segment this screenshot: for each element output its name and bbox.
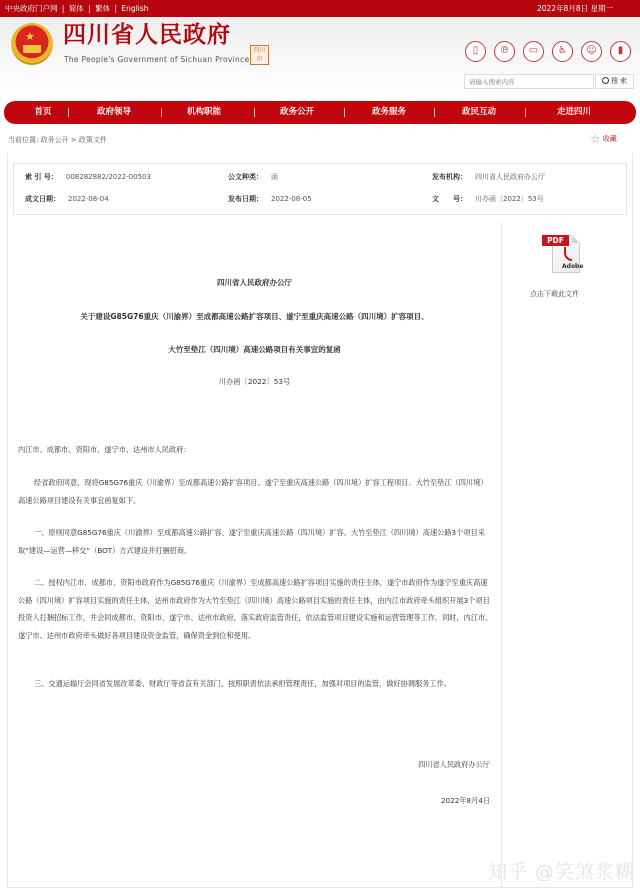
meta-publisher-value: 四川省人民政府办公厅 bbox=[475, 173, 545, 181]
document-addressee: 内江市、成都市、资阳市、遂宁市、达州市人民政府： bbox=[18, 445, 191, 454]
meta-type-value: 函 bbox=[271, 173, 278, 181]
nav-institutions[interactable]: 机构职能 bbox=[186, 107, 221, 117]
meta-written-date bbox=[25, 194, 109, 204]
document-item-3: 三、交通运输厅会同省发展改革委、财政厅等省直有关部门，按照职责依法承担管理责任，加强对项目的监管，做好协调服务工作。 bbox=[34, 679, 451, 688]
pdf-tag: PDF bbox=[542, 235, 569, 246]
header-icons bbox=[465, 41, 635, 63]
nav-gov-services[interactable]: 政务服务 bbox=[371, 107, 406, 117]
adobe-label: Adobe bbox=[562, 263, 584, 270]
meta-publisher-label: 发布机构： bbox=[432, 173, 467, 181]
nav-interaction[interactable]: 政民互动 bbox=[461, 107, 496, 117]
document-date: 2022年8月4日 bbox=[440, 796, 490, 805]
nav-divider bbox=[525, 108, 526, 117]
pdf-download-icon[interactable] bbox=[542, 233, 582, 275]
nav-about-sichuan[interactable]: 走进四川 bbox=[556, 107, 591, 117]
star-outline-icon: ☆ bbox=[590, 132, 601, 146]
link-english[interactable]: English bbox=[121, 4, 149, 13]
download-link[interactable]: 点击下载此文件 bbox=[530, 290, 579, 298]
document-title-line2: 大竹至垫江（四川境）高速公路项目有关事宜的复函 bbox=[168, 345, 341, 354]
site-subtitle: The People's Government of Sichuan Province bbox=[64, 55, 250, 64]
seal-logo: 四川 印 bbox=[250, 45, 269, 65]
document-title-line1: 关于建设G85G76重庆（川渝界）至成都高速公路扩容项目、遂宁至重庆高速公路（四川境）扩容项目、 bbox=[80, 312, 429, 321]
page-fold bbox=[572, 235, 580, 243]
favorite-button[interactable] bbox=[590, 132, 617, 146]
meta-publisher bbox=[432, 172, 545, 182]
search-box bbox=[464, 74, 634, 89]
gate-icon bbox=[23, 45, 41, 53]
favorite-label: 收藏 bbox=[602, 135, 617, 143]
site-title: 四川省人民政府 bbox=[63, 22, 231, 48]
link-traditional[interactable]: 繁体 bbox=[95, 4, 111, 13]
document-item-2: 二、授权内江市、成都市、资阳市政府作为G85G76重庆（川渝界）至成都高速公路扩容项目实施的责任主体，遂宁市政府作为遂宁至重庆高速公路（四川境）扩容项目实施的责任主体，达州市政府作为大竹至垫江（四川境）高速公路项目实施的责任主体，由内江市政府牵头组织开展3个项目投资人打捆招标工作，并会同成都市、资阳市、遂宁市、达州市政府，落实政府监管责任，依法监管项目建设实施和运营管理等工作。同时，内江市、遂宁市、达州市政府牵头做好各项目建设资金监管，确保资金到位和使用。 bbox=[18, 578, 493, 640]
separator: | bbox=[114, 4, 118, 13]
national-emblem-logo[interactable] bbox=[11, 23, 53, 65]
meta-published-value: 2022-08-05 bbox=[271, 195, 312, 203]
nav-divider bbox=[161, 108, 162, 117]
separator: | bbox=[61, 4, 65, 13]
top-bar bbox=[0, 0, 640, 17]
zhihu-watermark: 知乎 @笑煞浆糊 bbox=[488, 861, 636, 883]
breadcrumb: 当前位置: 政务公开 > 政策文件 bbox=[8, 136, 107, 144]
nav-divider bbox=[344, 108, 345, 117]
accessibility-icon[interactable]: ♿ bbox=[552, 41, 573, 62]
separator: | bbox=[88, 4, 91, 13]
document-issuer: 四川省人民政府办公厅 bbox=[217, 278, 292, 287]
search-button[interactable] bbox=[595, 74, 634, 89]
main-nav bbox=[4, 101, 636, 124]
meta-index bbox=[25, 172, 151, 182]
document-signature: 四川省人民政府办公厅 bbox=[418, 760, 490, 769]
document-metadata bbox=[13, 163, 627, 215]
meta-doc-number bbox=[432, 194, 544, 204]
nav-divider bbox=[68, 108, 69, 117]
nav-home[interactable]: 首页 bbox=[34, 107, 52, 117]
nav-gov-affairs-open[interactable]: 政务公开 bbox=[279, 107, 314, 117]
meta-docnum-label: 文 号： bbox=[432, 195, 467, 203]
search-icon bbox=[602, 77, 609, 84]
meta-written-value: 2022-08-04 bbox=[68, 195, 109, 203]
mobile-icon[interactable]: ▯ bbox=[465, 41, 486, 62]
meta-published-date bbox=[228, 194, 312, 204]
meta-docnum-value: 川办函〔2022〕53号 bbox=[475, 195, 544, 203]
meta-written-label: 成文日期： bbox=[25, 195, 60, 203]
search-button-label: 搜 索 bbox=[610, 77, 628, 85]
top-links bbox=[5, 0, 151, 17]
elderly-care-icon[interactable]: ☺ bbox=[581, 41, 602, 62]
meta-index-value: 008282882/2022-00503 bbox=[65, 173, 151, 181]
link-simplified[interactable]: 简体 bbox=[68, 4, 84, 13]
nav-divider bbox=[254, 108, 255, 117]
nav-divider bbox=[434, 108, 435, 117]
meta-type bbox=[228, 172, 278, 182]
meta-index-label: 索 引 号： bbox=[25, 173, 58, 181]
exit-door-icon[interactable]: ▮ bbox=[610, 41, 631, 62]
nav-leaders[interactable]: 政府领导 bbox=[96, 107, 131, 117]
meta-type-label: 公文种类： bbox=[228, 173, 263, 181]
star-icon: ★ bbox=[25, 30, 35, 43]
message-icon[interactable]: ▭ bbox=[523, 41, 544, 62]
weibo-icon[interactable]: ℗ bbox=[494, 41, 515, 62]
link-central-gov[interactable]: 中央政府门户网 bbox=[5, 4, 58, 13]
search-input[interactable] bbox=[464, 74, 594, 89]
document-item-1: 一、原则同意G85G76重庆（川渝界）至成都高速公路扩容、遂宁至重庆高速公路（四川境）扩容、大竹至垫江（四川境）高速公路3个项目采取“建设—运营—移交”（BOT）方式建设并打捆招商。 bbox=[18, 528, 485, 555]
document-number: 川办函〔2022〕53号 bbox=[218, 377, 291, 386]
meta-published-label: 发布日期： bbox=[228, 195, 263, 203]
document-intro: 经省政府同意，现将G85G76重庆（川渝界）至成都高速公路扩容项目、遂宁至重庆高速公路（四川境）扩容工程项目、大竹至垫江（四川境）高速公路项目建设有关事宜函复如下。 bbox=[18, 478, 488, 505]
current-date: 2022年8月8日 星期一 bbox=[536, 4, 613, 13]
